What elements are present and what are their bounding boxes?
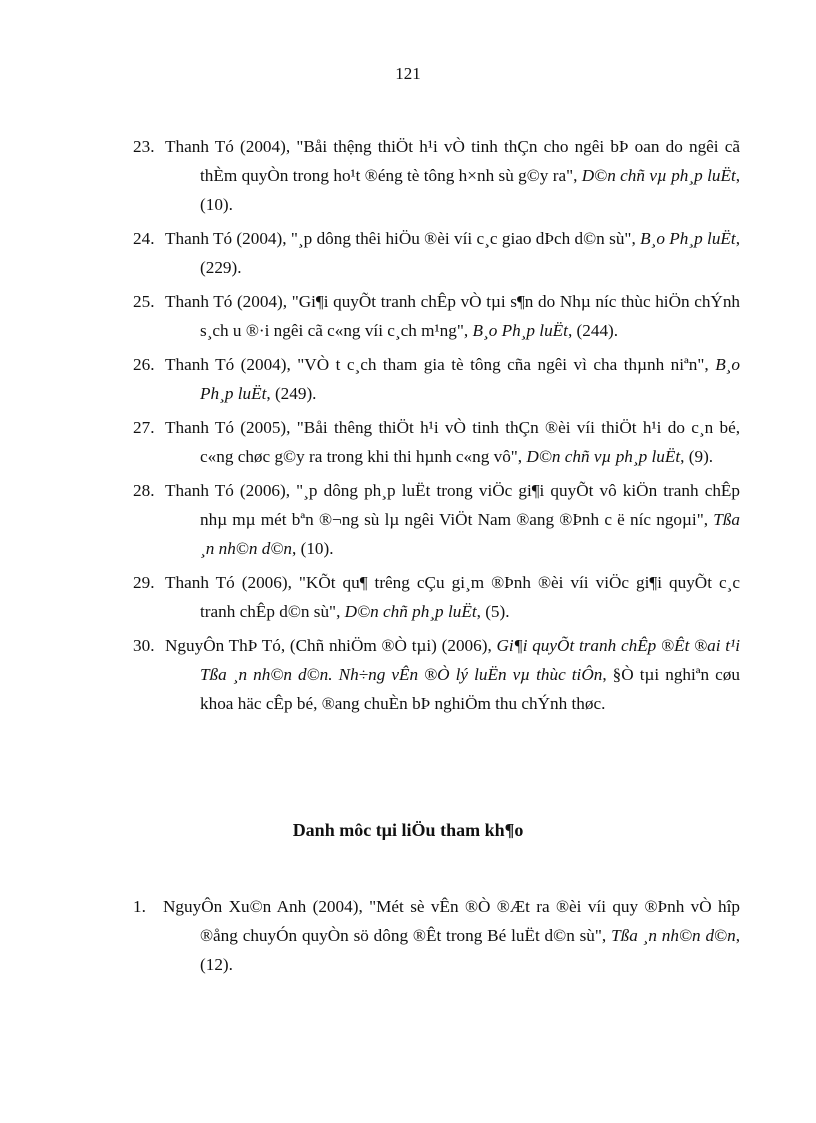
- reference-source: D©n chñ vµ ph¸p luËt: [526, 447, 681, 466]
- reference-author: Thanh Tó (2006),: [165, 573, 292, 592]
- reference-title: "Båi thệng thiÖt h¹i vÒ tinh thÇn cho ngêi bÞ oan do ngêi cã thÈm quyÒn trong ho¹t ®éng tè tông h×nh sù g©y ra",: [200, 137, 741, 185]
- reference-item: [133, 413, 740, 471]
- reference-tail: , (229).: [200, 229, 740, 277]
- reference-source: D©n chñ ph¸p luËt: [344, 602, 477, 621]
- reference-tail: , §Ò tµi nghiªn cøu khoa häc cÊp bé, ®ang chuÈn bÞ nghiÖm thu chÝnh thøc.: [200, 665, 740, 713]
- reference-list-secondary: [133, 892, 740, 984]
- reference-tail: , (9).: [680, 447, 714, 466]
- reference-tail: , (249).: [266, 384, 317, 403]
- reference-item: [133, 476, 740, 563]
- reference-tail: , (10).: [200, 166, 741, 214]
- reference-author: NguyÔn ThÞ Tó, (Chñ nhiÖm ®Ò tµi) (2006),: [165, 636, 492, 655]
- reference-number: 26.: [133, 355, 155, 374]
- reference-title: "Mét sè vÊn ®Ò ®Æt ra ®èi víi quy ®Þnh vÒ hîp ®ång chuyÓn quyÒn sö dông ®Êt trong Bé luËt d©n sù",: [200, 897, 740, 945]
- reference-source: B¸o Ph¸p luËt: [472, 321, 568, 340]
- reference-source: Tßa ¸n nh©n d©n: [200, 510, 740, 558]
- reference-item: [133, 224, 740, 282]
- reference-list: [133, 132, 740, 723]
- reference-title: "VÒ t c¸ch tham gia tè tông cña ngêi vì cha thµnh niªn",: [297, 355, 709, 374]
- reference-number: 29.: [133, 573, 155, 592]
- reference-source: D©n chñ vµ ph¸p luËt: [581, 166, 736, 185]
- reference-item: [133, 892, 740, 979]
- reference-title: "KÕt qu¶ trêng cÇu gi¸m ®Þnh ®èi víi viÖc gi¶i quyÕt c¸c tranh chÊp d©n sù",: [200, 573, 740, 621]
- reference-number: 27.: [133, 418, 155, 437]
- reference-tail: , (244).: [567, 321, 619, 340]
- reference-source: B¸o Ph¸p luËt: [200, 355, 741, 403]
- reference-item: [133, 631, 740, 718]
- reference-author: Thanh Tó (2004),: [165, 137, 291, 156]
- reference-number: 1.: [133, 897, 146, 916]
- reference-author: Thanh Tó (2004),: [165, 355, 291, 374]
- reference-number: 28.: [133, 481, 155, 500]
- reference-item: [133, 287, 740, 345]
- reference-source: Gi¶i quyÕt tranh chÊp ®Êt ®ai t¹i Tßa ¸n nh©n d©n. Nh÷ng vÊn ®Ò lý luËn vµ thùc tiÔn: [200, 636, 740, 684]
- reference-title: "Båi thêng thiÖt h¹i vÒ tinh thÇn ®èi víi thiÖt h¹i do c¸n bé, c«ng chøc g©y ra trong khi thi hµnh c«ng vô",: [200, 418, 740, 466]
- reference-tail: , (10).: [292, 539, 334, 558]
- reference-author: Thanh Tó (2004),: [165, 229, 287, 248]
- reference-title: "Gi¶i quyÕt tranh chÊp vÒ tµi s¶n do Nhµ níc thùc hiÖn chÝnh s¸ch u ®·i ngêi cã c«ng víi c¸ch m¹ng",: [200, 292, 741, 340]
- reference-author: NguyÔn Xu©n Anh (2004),: [163, 897, 363, 916]
- reference-tail: , (5).: [476, 602, 510, 621]
- reference-source: B¸o Ph¸p luËt: [640, 229, 736, 248]
- reference-item: [133, 568, 740, 626]
- reference-number: 25.: [133, 292, 155, 311]
- reference-item: [133, 350, 740, 408]
- reference-title: "¸p dông ph¸p luËt trong viÖc gi¶i quyÕt vô kiÖn tranh chÊp nhµ mµ mét bªn ®¬ng sù lµ ngêi ViÖt Nam ®ang ®Þnh c ë níc ngoµi",: [200, 481, 741, 529]
- reference-title: "¸p dông thêi hiÖu ®èi víi c¸c giao dÞch d©n sù",: [290, 229, 636, 248]
- page-number: 121: [395, 64, 421, 83]
- reference-author: Thanh Tó (2004),: [165, 292, 288, 311]
- reference-number: 24.: [133, 229, 155, 248]
- reference-source: Tßa ¸n nh©n d©n: [611, 926, 736, 945]
- reference-item: [133, 132, 740, 219]
- reference-number: 30.: [133, 636, 155, 655]
- reference-author: Thanh Tó (2005),: [165, 418, 291, 437]
- reference-number: 23.: [133, 137, 155, 156]
- section-heading: Danh môc tµi liÖu tham kh¶o: [292, 820, 524, 840]
- reference-tail: , (12).: [200, 926, 740, 974]
- reference-author: Thanh Tó (2006),: [165, 481, 291, 500]
